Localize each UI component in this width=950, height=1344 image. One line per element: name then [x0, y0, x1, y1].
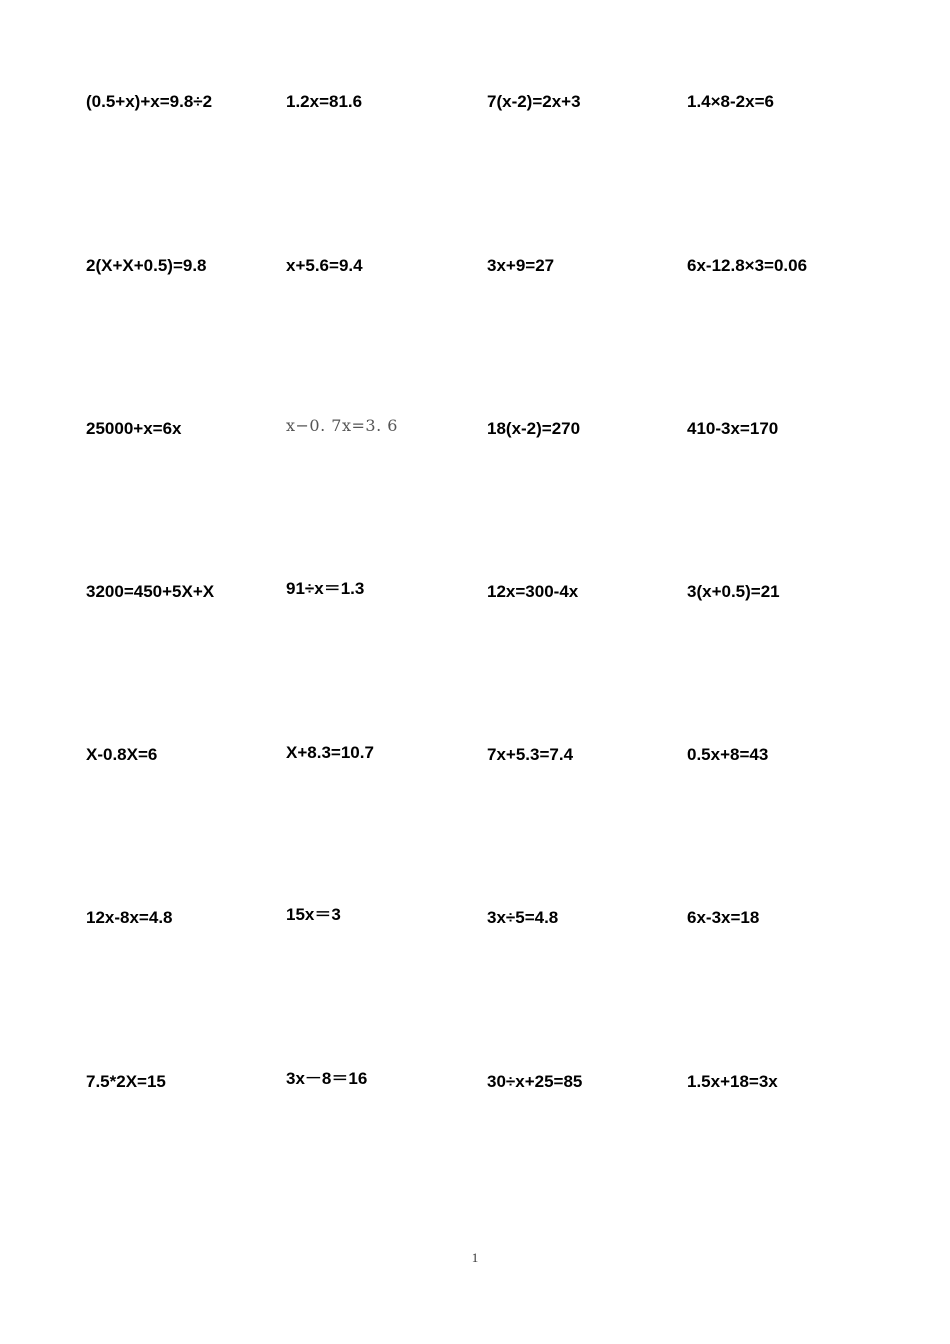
equation-r4-c4: 3(x+0.5)=21 [687, 582, 780, 601]
equation-r7-c4: 1.5x+18=3x [687, 1072, 778, 1091]
equation-r7-c2: 3x－8＝16 [286, 1069, 368, 1088]
equation-r5-c4: 0.5x+8=43 [687, 745, 769, 764]
equation-r3-c1: 25000+x=6x [86, 419, 182, 438]
equation-r4-c1: 3200=450+5X+X [86, 582, 215, 601]
equation-r1-c4: 1.4×8-2x=6 [687, 92, 774, 111]
equation-r3-c3: 18(x-2)=270 [487, 419, 581, 438]
equation-r4-c2: 91÷x＝1.3 [286, 579, 365, 598]
equation-r2-c3: 3x+9=27 [487, 256, 555, 275]
equation-r7-c3: 30÷x+25=85 [487, 1072, 583, 1091]
equation-r7-c1: 7.5*2X=15 [86, 1072, 166, 1091]
equation-r1-c2: 1.2x=81.6 [286, 92, 363, 111]
equation-r6-c4: 6x-3x=18 [687, 908, 760, 927]
equation-r4-c3: 12x=300-4x [487, 582, 579, 601]
equation-r1-c1: (0.5+x)+x=9.8÷2 [86, 92, 213, 111]
equation-r1-c3: 7(x-2)=2x+3 [487, 92, 581, 111]
equation-r2-c2: x+5.6=9.4 [286, 256, 363, 275]
equation-r6-c1: 12x-8x=4.8 [86, 908, 173, 927]
equation-r3-c4: 410-3x=170 [687, 419, 779, 438]
equation-r5-c3: 7x+5.3=7.4 [487, 745, 574, 764]
page-number: 1 [471, 1250, 479, 1265]
equation-r6-c3: 3x÷5=4.8 [487, 908, 559, 927]
equation-r3-c2: x−0. 7x=3. 6 [286, 416, 398, 435]
equation-r2-c1: 2(X+X+0.5)=9.8 [86, 256, 207, 275]
equation-r2-c4: 6x-12.8×3=0.06 [687, 256, 808, 275]
equation-r5-c2: X+8.3=10.7 [286, 743, 374, 762]
equation-r5-c1: X-0.8X=6 [86, 745, 158, 764]
equation-r6-c2: 15x＝3 [286, 905, 341, 924]
